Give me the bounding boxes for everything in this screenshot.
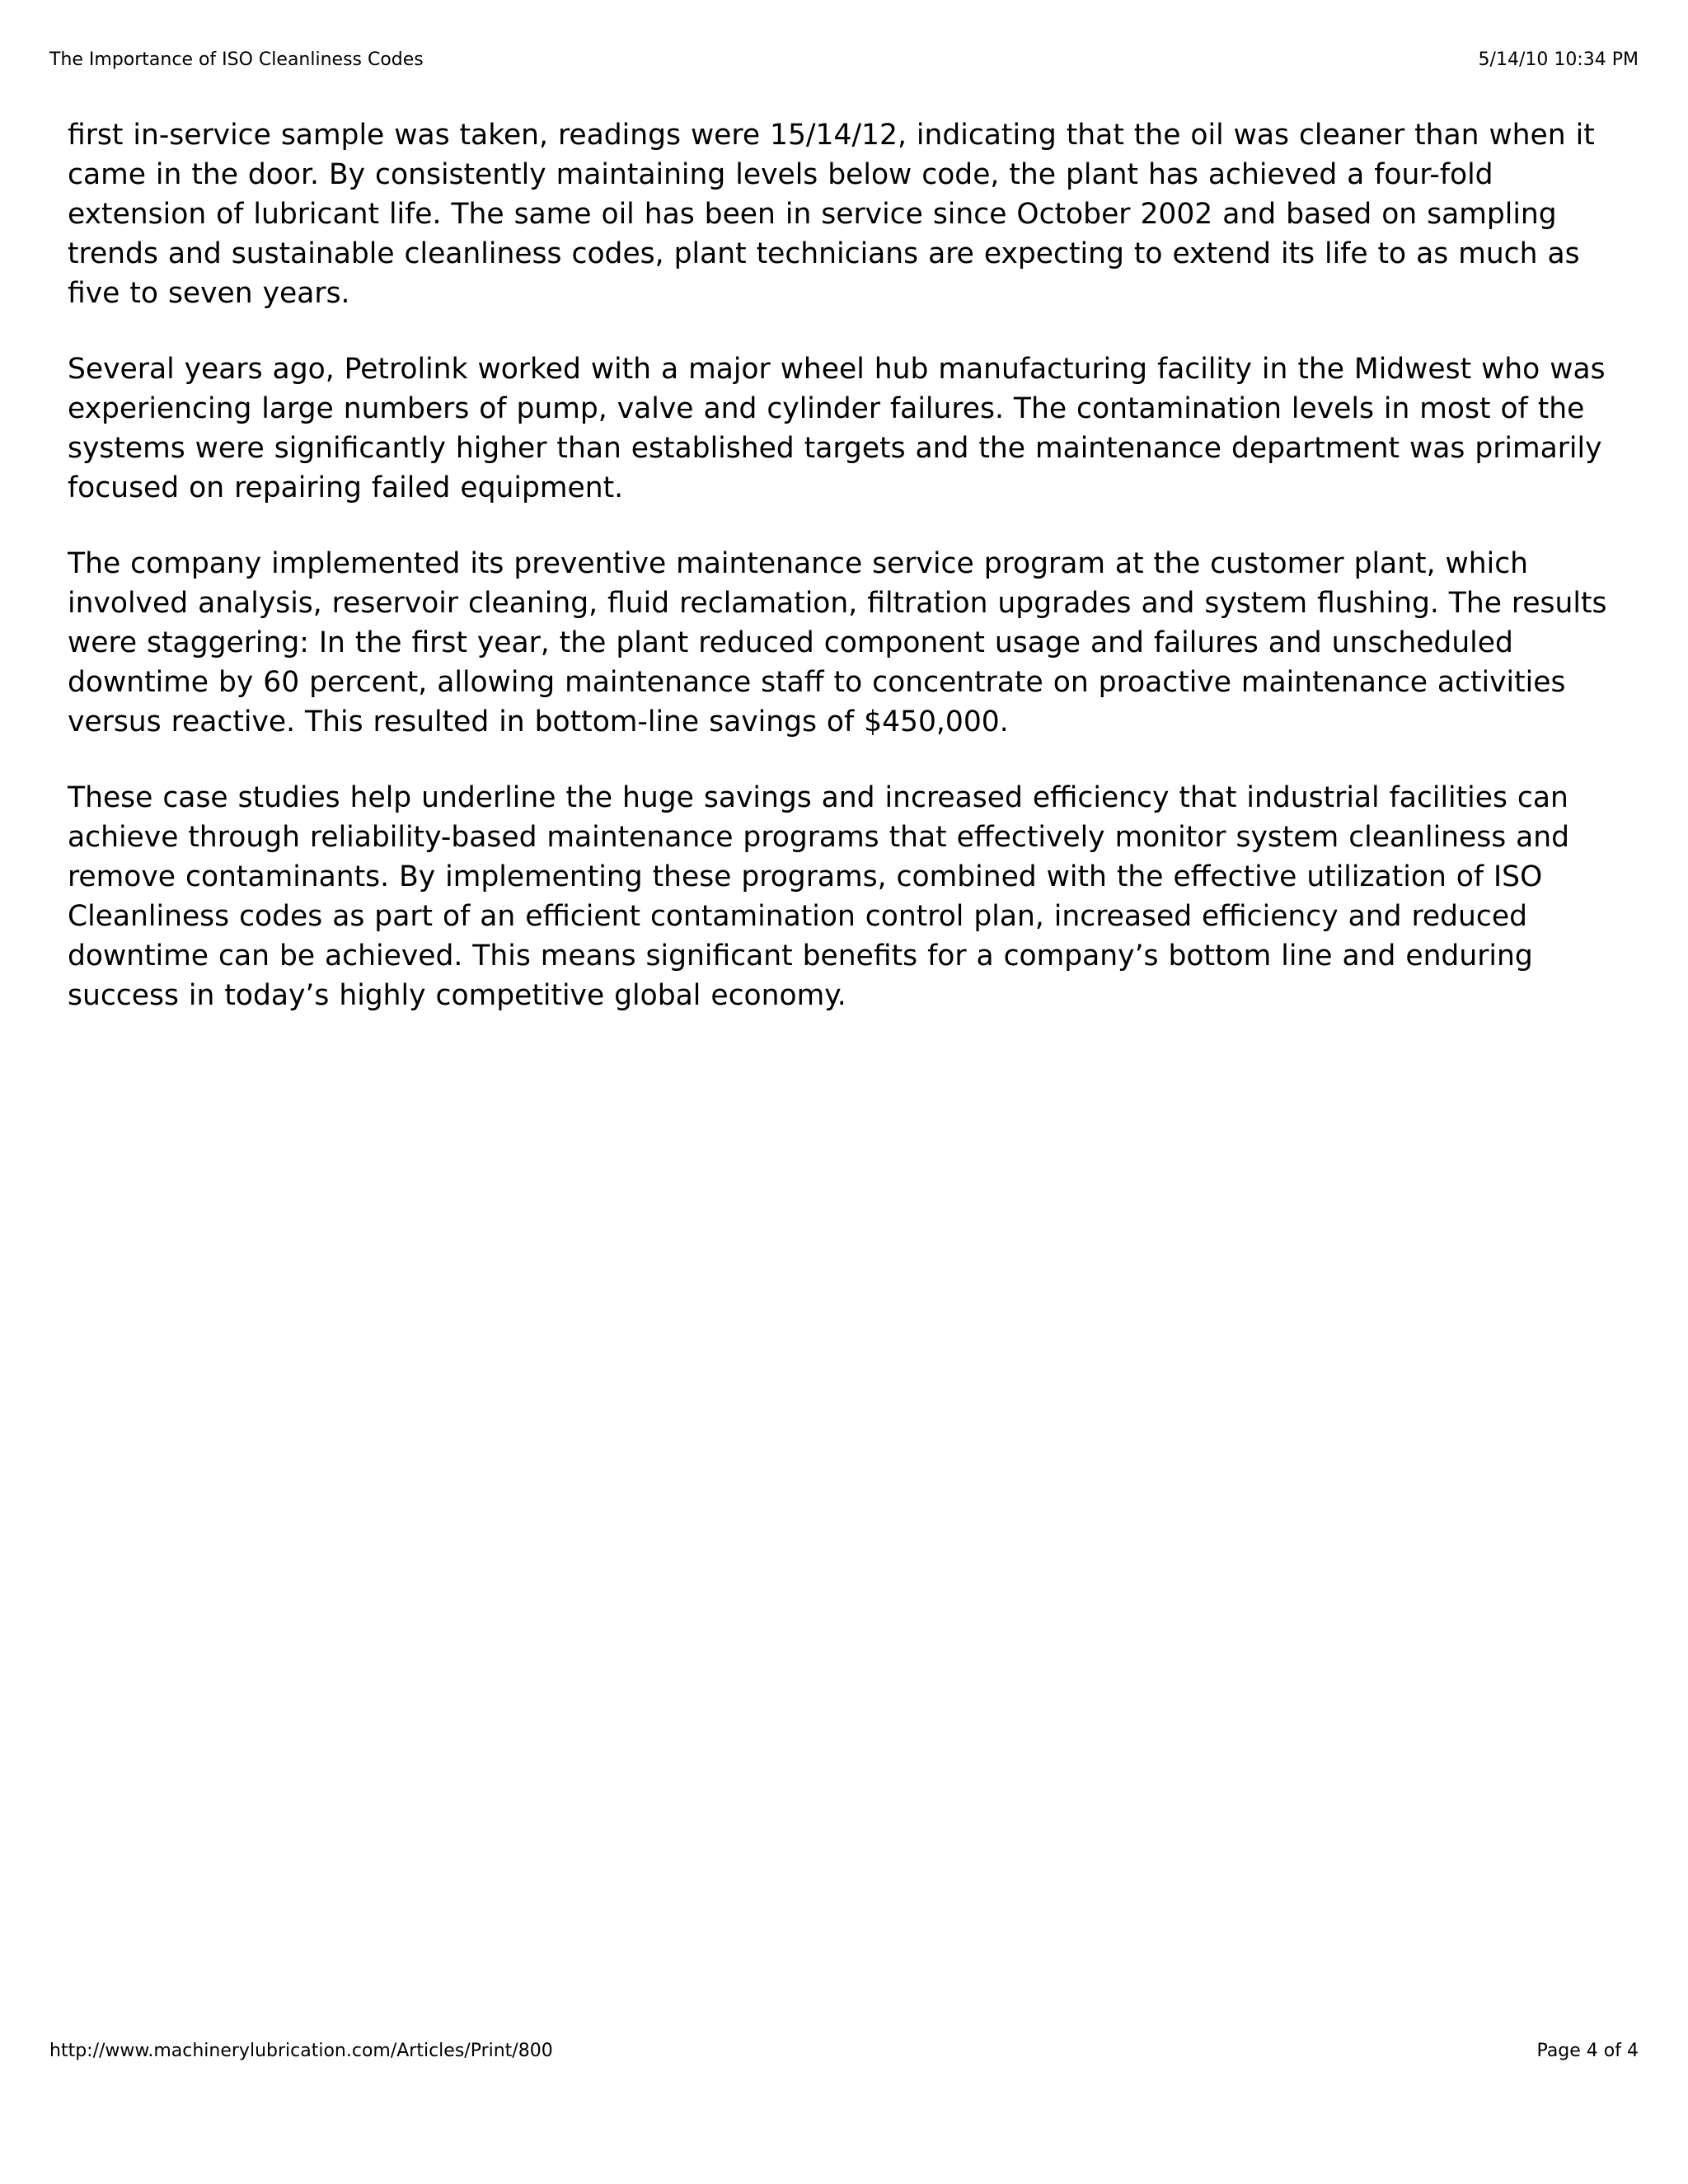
document-title: The Importance of ISO Cleanliness Codes [49,49,424,70]
print-footer [49,2039,1639,2064]
paragraph-oil-life: first in-service sample was taken, readings were 15/14/12, indicating that the oil was cleaner than when it came in the door. By consistently maintaining levels below code, the plant has achieved a four-fold extension of lubricant life. The same oil has been in service since October 2002 and based on sampling trends and sustainable cleanliness codes, plant technicians are expecting to extend its life to as much as five to seven years. [68,119,1595,310]
source-url: http://www.machinerylubrication.com/Articles/Print/800 [49,2041,553,2061]
article-body [68,115,1625,1052]
page-number: Page 4 of 4 [1536,2041,1639,2061]
paragraph-conclusion: These case studies help underline the huge savings and increased efficiency that industrial facilities can achieve through reliability-based maintenance programs that effectively monitor system cleanliness and remove contaminants. By implementing these programs, combined with the effective utilization of ISO Cleanliness codes as part of an efficient contamination control plan, increased efficiency and reduced downtime can be achieved. This means significant benefits for a company’s bottom line and enduring success in today’s highly competitive global economy. [68,781,1570,1012]
print-header [49,48,1639,73]
paragraph-wheel-hub-facility: Several years ago, Petrolink worked with a major wheel hub manufacturing facility in the Midwest who was experiencing large numbers of pump, valve and cylinder failures. The contamination levels in most of the systems were significantly higher than established targets and the maintenance department was primarily focused on repairing failed equipment. [68,353,1606,504]
print-datetime: 5/14/10 10:34 PM [1478,49,1639,70]
paragraph-maintenance-program: The company implemented its preventive maintenance service program at the customer plant, which involved analysis, reservoir cleaning, fluid reclamation, filtration upgrades and system flushing. The results were staggering: In the first year, the plant reduced component usage and failures and unscheduled downtime by 60 percent, allowing maintenance staff to concentrate on proactive maintenance activities versus reactive. This resulted in bottom-line savings of $450,000. [68,547,1607,738]
